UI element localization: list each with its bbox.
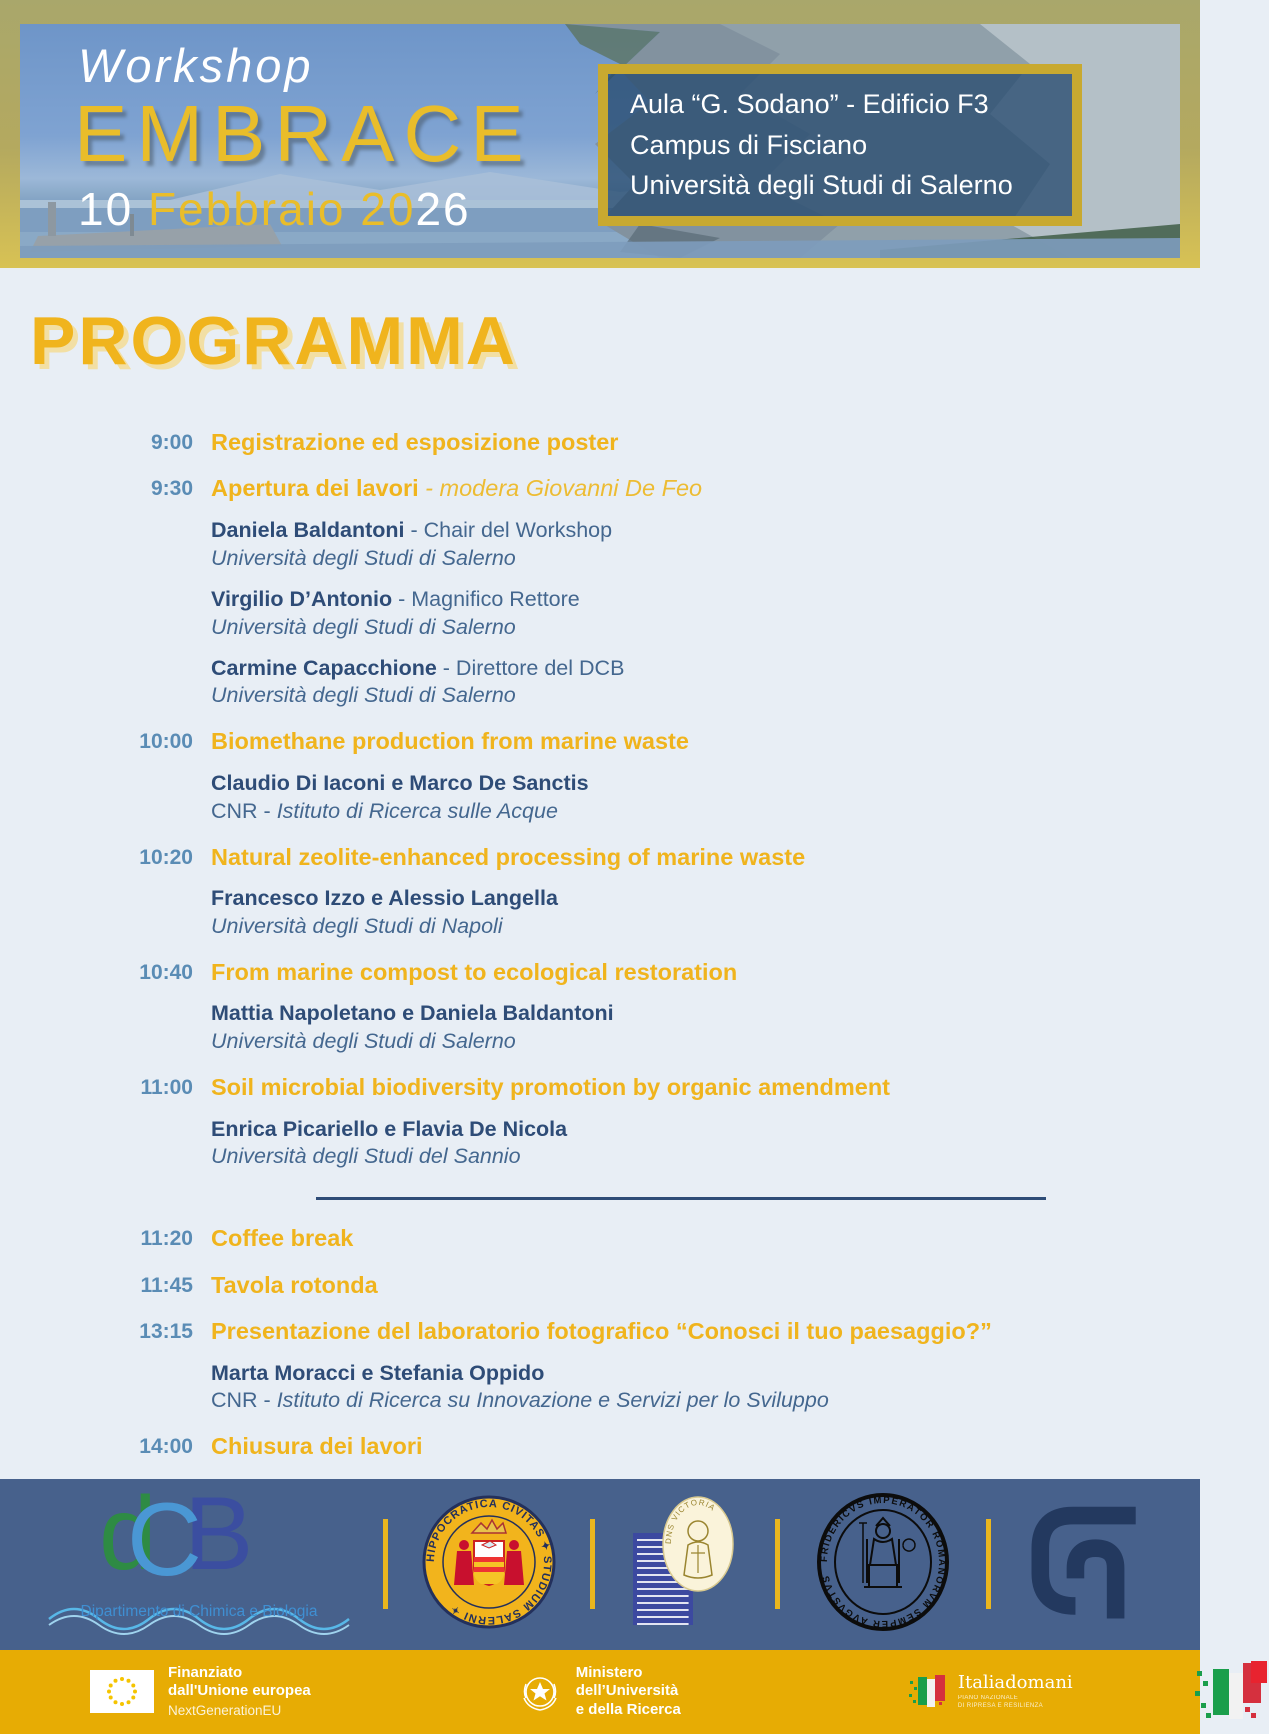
schedule [30,428,1200,1462]
federico-seal-text: FRIDERICVS IMPERATOR ROMANORVM SEMPER AVGVSTVS [818,1494,948,1629]
event-date [78,182,471,236]
funding-bar [0,1650,1200,1734]
speaker-affiliation: CNR - Istituto di Ricerca sulle Acque [211,798,558,823]
session-time: 9:00 [150,431,193,454]
venue-line-university: Università degli Studi di Salerno [630,170,1013,200]
speaker-affiliation: Università degli Studi di Salerno [211,545,516,570]
session-time: 13:15 [139,1320,193,1344]
federico-ii-seal [814,1493,952,1636]
schedule-entry [135,1271,1200,1300]
event-date-month: Febbraio 20 [133,183,416,235]
session-title: Soil microbial biodiversity promotion by organic amendment [211,1074,890,1101]
italy-flag-pixel-logo [1191,1661,1269,1723]
session-title: Chiusura dei lavori [211,1433,423,1460]
session-title: Presentazione del laboratorio fotografico “Conosci il tuo paesaggio?” [211,1318,992,1345]
unisannio-logo [629,1499,741,1629]
speaker-role: - Direttore del DCB [436,655,625,680]
nextgeneu-text: NextGenerationEU [168,1703,282,1719]
session-time: 9:30 [150,477,193,501]
session-note: - modera Giovanni De Feo [418,475,703,502]
session-title: Biomethane production from marine waste [211,728,689,755]
eu-flag-icon [90,1670,154,1713]
program-body [0,268,1200,1479]
unisannio-medallion-text: DNS VICTORIA [663,1498,718,1545]
event-title: EMBRACE [74,89,533,178]
schedule-entry [135,474,1200,710]
session-time: 11:45 [140,1273,193,1297]
session-time: 10:00 [139,730,193,754]
schedule-entry [135,843,1200,941]
speaker-item [211,1000,737,1056]
schedule-entry [135,958,1200,1056]
unisa-seal-text: HIPPOCRATICA CIVITAS ✦ STUDIUM SALERNI ✦ [424,1497,554,1626]
speaker-item [211,586,702,642]
logo-divider [590,1519,595,1609]
schedule-entry [135,428,1200,457]
schedule-entry [135,1224,1200,1253]
italiadomani-flag-icon [906,1675,948,1709]
event-date-year: 26 [415,183,471,235]
unisa-seal-icon [422,1495,556,1629]
eu-funding-text: Finanziato dall'Unione europea NextGenerationEU [168,1663,311,1719]
italiadomani-title: Italiadomani [957,1672,1073,1694]
session-title: Registrazione ed esposizione poster [211,429,619,455]
affiliation-prefix: CNR - [211,798,277,823]
italy-emblem-icon [516,1668,564,1716]
speaker-affiliation: Università degli Studi di Salerno [211,1029,516,1054]
speaker-item [211,1116,890,1172]
schedule-entry [135,1317,1200,1415]
ministry-text: Ministero dell’Università e della Ricerca [575,1663,681,1719]
speaker-affiliation: Università degli Studi del Sannio [211,1144,521,1169]
speaker-name: Marta Moracci e Stefania Oppido [211,1360,545,1385]
header-photo [20,24,1180,258]
speaker-name: Daniela Baldantoni [211,517,405,542]
dcb-caption: Dipartimento di Chimica e Biologia [80,1603,318,1621]
speaker-name: Enrica Picariello e Flavia De Nicola [211,1116,568,1141]
logo-band [0,1476,1200,1650]
schedule-entry [135,1432,1200,1461]
dcb-letters: dCB [99,1476,230,1599]
logo-divider [986,1519,991,1609]
speaker-item [211,885,805,941]
speaker-name: Carmine Capacchione [211,655,437,680]
italy-flag-pixel-icon [1191,1661,1269,1723]
session-title: Tavola rotonda [211,1271,378,1298]
speaker-item [211,517,702,573]
session-time: 14:00 [139,1435,193,1459]
schedule-entry [135,1073,1200,1171]
speaker-role: - Chair del Workshop [404,517,613,542]
session-title: Coffee break [211,1225,354,1252]
event-date-day: 10 [78,183,134,235]
speaker-affiliation: Università degli Studi di Salerno [211,683,516,708]
session-time: 11:20 [140,1227,193,1251]
session-time: 11:00 [140,1076,193,1100]
speaker-name: Virgilio D’Antonio [211,586,393,611]
schedule-entry [135,727,1200,825]
header [0,0,1200,268]
speaker-affiliation: Università degli Studi di Napoli [211,913,503,938]
italiadomani-text [958,1672,1073,1711]
session-title: From marine compost to ecological restoration [211,958,738,985]
cnr-logo-icon [1025,1503,1151,1621]
session-title: Natural zeolite-enhanced processing of marine waste [211,843,806,870]
workshop-kicker: Workshop [78,39,314,92]
speaker-name: Mattia Napoletano e Daniela Baldantoni [211,1001,614,1026]
unisannio-medallion [661,1495,735,1593]
eu-funding-block [90,1664,311,1720]
venue-box [598,64,1082,226]
session-time: 10:40 [139,960,193,984]
session-title: Apertura dei lavori - modera Giovanni De Feo [211,475,703,502]
speaker-name: Francesco Izzo e Alessio Langella [211,886,558,910]
venue-line-campus: Campus di Fisciano [630,129,868,160]
speaker-affiliation: CNR - Istituto di Ricerca su Innovazione e Servizi per lo Sviluppo [211,1388,829,1413]
italiadomani-subtitle: PIANO NAZIONALE DI RIPRESA E RESILIENZA [957,1695,1044,1710]
dcb-logo [49,1476,349,1639]
speaker-item [211,655,702,711]
venue-line-room: Aula “G. Sodano” - Edificio F3 [630,89,989,119]
speaker-item [211,770,689,826]
unisa-seal [422,1495,556,1634]
session-time: 10:20 [139,845,193,869]
speaker-name: Claudio Di Iaconi e Marco De Sanctis [211,770,589,795]
affiliation-prefix: CNR - [211,1388,277,1413]
cnr-logo [1025,1503,1151,1626]
ministry-block [516,1664,681,1720]
logo-divider [775,1519,780,1609]
logo-divider [383,1519,388,1609]
italiadomani-logo [906,1672,1073,1711]
federico-ii-seal-icon [814,1493,952,1631]
speaker-role: - Magnifico Rettore [392,586,580,611]
programma-title: PROGRAMMA [30,303,518,379]
speaker-affiliation: Università degli Studi di Salerno [211,614,516,639]
schedule-divider [316,1197,1046,1200]
speaker-item [211,1360,992,1416]
